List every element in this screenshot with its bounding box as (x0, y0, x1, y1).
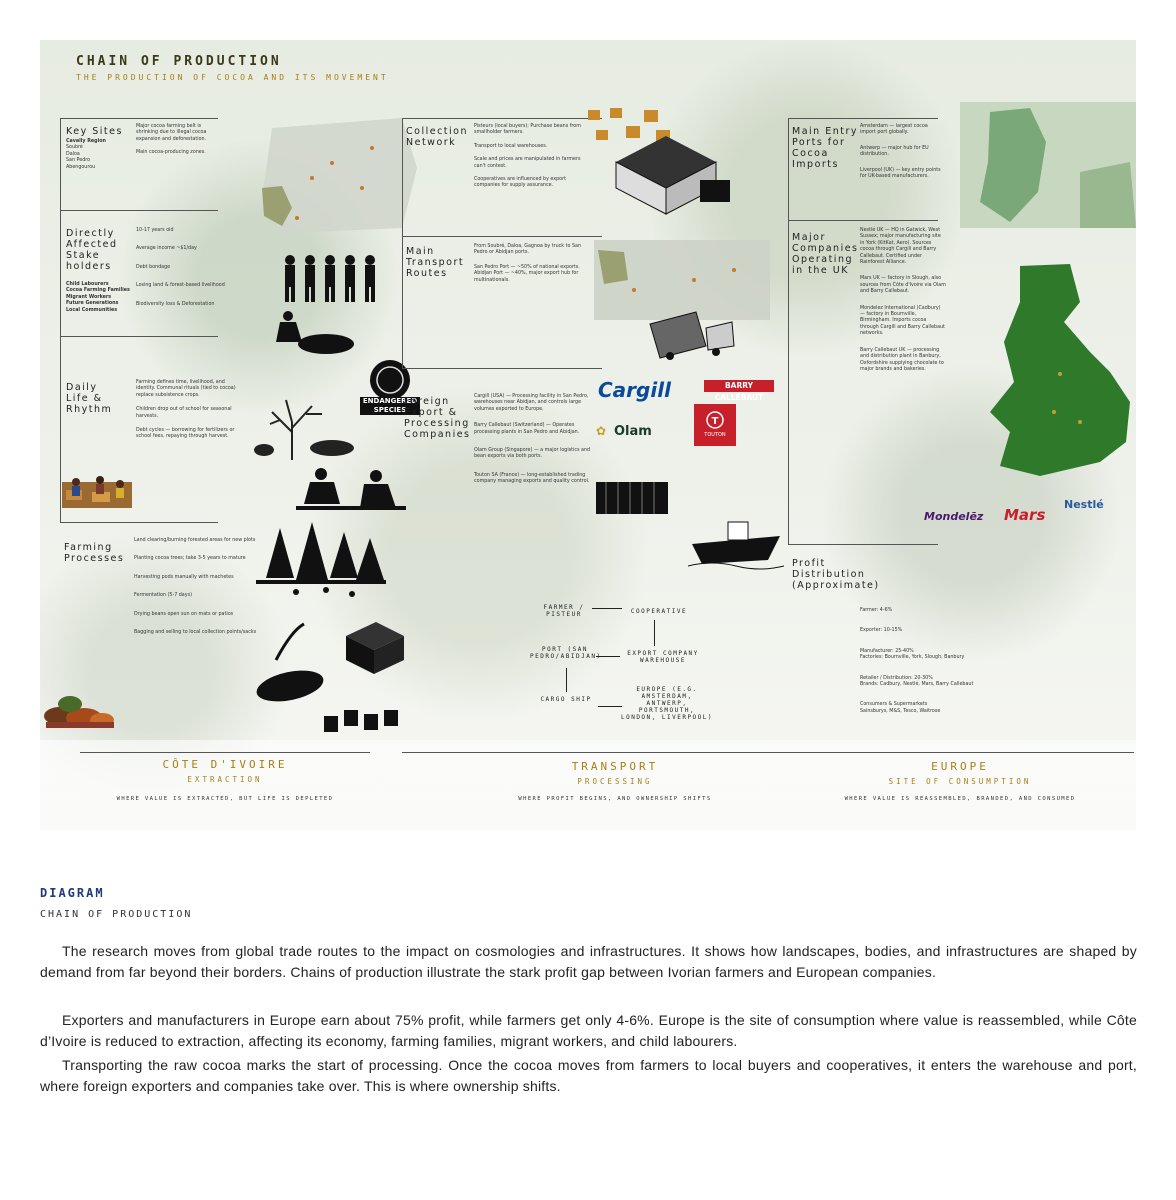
europe-ports-map (960, 102, 1136, 228)
mondelez-logo: Mondelēz (924, 510, 984, 523)
touton-logo: TOUTON (704, 432, 726, 438)
flow-arrow (566, 668, 567, 692)
poster-subtitle: THE PRODUCTION OF COCOA AND ITS MOVEMENT (76, 73, 389, 82)
note: Olam Group (Singapore) — a major logistics and bean exports via both ports. (474, 448, 591, 460)
note: 10-17 years old (136, 228, 174, 233)
children-reading-illustration (296, 464, 406, 514)
farmer-working-illustration (266, 306, 356, 356)
shipping-container-illustration (592, 478, 672, 518)
flow-node-cooperative: COOPERATIVE (630, 608, 688, 615)
note: San Pedro Port — ~50% of national exports. Abidjan Port — ~40%, major export hub for multinationals. (474, 264, 580, 283)
list-item: Local Communities (66, 307, 118, 313)
list-item: Daloa (66, 151, 80, 157)
major-companies-notes (860, 228, 946, 373)
section-label-daily-life: Daily Life & Rhythm (66, 382, 113, 415)
divider (402, 118, 602, 119)
note: Transport to local warehouses. (474, 143, 548, 149)
note: Amsterdam — largest cocoa import port globally. (860, 124, 928, 136)
section-label-key-sites: Key Sites (66, 126, 123, 137)
note: Farming defines time, livelihood, and identity. Communal rituals (tied to cocoa) replace subsistence crops. (136, 380, 236, 398)
truck-illustration (646, 306, 736, 362)
region-subtitle-transport: PROCESSING (577, 777, 653, 786)
note: Biodiversity loss & Deforestation (136, 301, 215, 307)
warehouse-illustration (606, 122, 736, 218)
list-item: Abengourou (66, 164, 96, 170)
poster-title: CHAIN OF PRODUCTION (76, 54, 282, 69)
divider (402, 236, 602, 237)
cargill-logo: Cargill (598, 378, 671, 402)
caption-paragraph: Exporters and manufacturers in Europe earn about 75% profit, while farmers get only 4-6%. Europe is the site of consumption where value is reassembled, while Côte d’Ivoire is reduced to extraction, affecting its economy, farming families, migrant workers, and child labourers. (40, 1012, 1137, 1049)
note: Nestlé UK — HQ in Gatwick, West Sussex; major manufacturing site in York (KitKat, Aero). Sources cocoa through Cargill and Barry Callebaut. Certified under Rainforest Alliance. (860, 228, 941, 266)
barry-callebaut-logo: BARRY CALLEBAUT (704, 380, 774, 392)
note: Manufacturer: 25-40% (860, 648, 914, 654)
note: Scale and prices are manipulated in farmers can't contest. (474, 157, 581, 169)
profit-notes (860, 608, 1030, 715)
note: Cooperatives are influenced by export companies for supply assurance. (474, 177, 566, 189)
child-labourers-illustration (280, 252, 380, 304)
region-title-transport: TRANSPORT (571, 760, 659, 773)
note: Consumers & Supermarkets (860, 702, 928, 708)
note: Factories: Bournville, York, Slough, Banbury (860, 655, 965, 661)
region-subtitle-cote-divoire: EXTRACTION (187, 775, 263, 784)
key-sites-notes (136, 124, 222, 157)
entry-ports-notes (860, 124, 944, 180)
forest-illustration (256, 518, 386, 598)
section-label-profit: Profit Distribution (Approximate) (792, 558, 880, 591)
cocoa-pods-photo (40, 688, 120, 732)
collection-notes (474, 124, 592, 190)
key-sites-list (66, 139, 132, 171)
list-item: Migrant Workers (66, 294, 112, 300)
note: Barry Callebaut UK — processing and distribution plant in Banbury, Oxfordshire supplying chocolate to major brands and bakeries. (860, 347, 944, 372)
sacks-illustration (320, 696, 410, 736)
divider (60, 336, 218, 337)
note: Main cocoa-producing zones. (136, 150, 206, 156)
farmers-photo (62, 468, 132, 508)
note: Fermentation (5-7 days) (134, 593, 192, 599)
stakeholders-notes (136, 228, 236, 308)
note: Bagging and selling to local collection points/sacks (134, 630, 257, 636)
section-label-collection: Collection Network (406, 126, 468, 148)
caption-paragraph: The research moves from global trade routes to the impact on cosmologies and infrastructures. It shows how landscapes, bodies, and infrastructures are shaped by demand from far beyond their borders. Chains of production illustrate the stark profit gap between Ivorian farmers and European companies. (40, 943, 1137, 980)
note: Farmer: 4-6% (860, 608, 893, 613)
olam-leaf-icon: ✿ (596, 424, 607, 438)
cargo-ship-illustration (688, 514, 784, 570)
section-label-entry-ports: Main Entry Ports for Cocoa Imports (792, 126, 858, 170)
divider (788, 118, 938, 119)
stakeholders-list (66, 282, 146, 314)
note: Mars UK — factory in Slough, also sources from Côte d'Ivoire via Olam and Barry Callebaut. (860, 276, 946, 295)
divider (788, 118, 789, 544)
divider (402, 752, 788, 753)
nestle-logo: Nestlé (1064, 498, 1104, 511)
section-label-foreign-export: Foreign Export & Processing Companies (404, 396, 471, 440)
bean-crate-illustration (336, 616, 406, 676)
note: Pisteurs (local buyers): Purchase beans from smallholder farmers. (474, 124, 581, 136)
region-subtitle-europe: SITE OF CONSUMPTION (888, 777, 1032, 786)
flow-node-europe: EUROPE (E.G. AMSTERDAM, ANTWERP, PORTSMOUTH, LONDON, LIVERPOOL) (620, 686, 714, 721)
divider (788, 544, 938, 545)
divider (60, 118, 218, 119)
caption-subtitle: CHAIN OF PRODUCTION (40, 909, 193, 920)
note: Mondelez International (Cadbury) — factory in Bournville, Birmingham. Imports cocoa through Cargill and Barry Callebaut networks. (860, 305, 945, 337)
note: Retailer / Distribution: 20-30% (860, 675, 933, 681)
divider (402, 118, 403, 368)
endangered-species-label: ENDANGERED SPECIES (360, 397, 420, 415)
note: Children drop out of school for seasonal harvests. (136, 407, 232, 419)
note: Exporter: 10-15% (860, 628, 903, 634)
daily-life-notes (136, 380, 240, 441)
list-item: San Pedro (66, 158, 91, 164)
machete-illustration (272, 620, 308, 664)
list-item: Child Labourers (66, 282, 109, 287)
section-label-farming: Farming Processes (64, 542, 125, 564)
divider (788, 220, 938, 221)
divider (60, 118, 61, 522)
note: Liverpool (UK) — key entry points for UK-based manufacturers. (860, 167, 941, 180)
flow-node-port: PORT (SAN PEDRO/ABIDJAN) (530, 646, 602, 660)
svg-text:T: T (711, 416, 719, 427)
foreign-export-notes (474, 394, 592, 486)
chain-of-production-poster (40, 40, 1136, 830)
olam-logo: Olam (614, 424, 652, 439)
divider (80, 752, 370, 753)
note: Barry Callebaut (Switzerland) — Operates processing plants in San Pedro and Abidjan. (474, 423, 580, 435)
list-item: Cavally Region (66, 139, 106, 144)
section-label-stakeholders: Directly Affected Stake holders (66, 228, 118, 272)
flow-node-warehouse: EXPORT COMPANY WAREHOUSE (627, 650, 699, 664)
mars-logo: Mars (1004, 506, 1046, 524)
uk-map (980, 262, 1136, 482)
list-item: Future Generations (66, 301, 119, 307)
list-item: Cocoa Farming Families (66, 288, 130, 294)
divider (788, 752, 1134, 753)
divider (60, 210, 218, 211)
list-item: Soubré (66, 145, 83, 151)
region-tagline-transport: WHERE PROFIT BEGINS, AND OWNERSHIP SHIFTS (518, 796, 712, 802)
note: Planting cocoa trees; take 3-5 years to mature (134, 556, 246, 562)
flow-arrow (654, 620, 655, 646)
divider (60, 522, 218, 523)
farming-notes (134, 538, 262, 636)
note: Major cocoa farming belt is shrinking due to illegal cocoa expansion and deforestation. (136, 124, 207, 142)
flow-node-farmer: FARMER / PISTEUR (543, 604, 585, 618)
cote-divoire-map (252, 108, 422, 238)
note: Cargill (USA) — Processing facility in San Pedro, warehouses near Abidjan, and controls large volumes exported to Europe. (474, 394, 589, 412)
note: Losing land & forest-based livelihood (136, 283, 225, 289)
flow-node-ship: CARGO SHIP (540, 696, 592, 703)
note: Harvesting pods manually with machetes (134, 574, 234, 580)
note: Drying beans open sun on mats or patios (134, 611, 234, 617)
flow-arrow (598, 706, 622, 707)
note: Touton SA (France) — long-established trading company managing exports and quality control. (474, 472, 590, 485)
section-label-transport-routes: Main Transport Routes (406, 246, 465, 279)
region-title-cote-divoire: CÔTE D'IVOIRE (162, 758, 288, 771)
region-tagline-europe: WHERE VALUE IS REASSEMBLED, BRANDED, AND CONSUMED (844, 796, 1076, 802)
note: Brands: Cadbury, Nestlé, Mars, Barry Callebaut (860, 682, 974, 688)
note: Debt bondage (136, 264, 171, 270)
flow-arrow (592, 608, 622, 609)
transport-routes-notes (474, 244, 592, 284)
note: Land clearing/burning forested areas for new plots (134, 538, 256, 543)
divider (402, 368, 602, 369)
cocoa-pod-illustration (250, 660, 330, 710)
caption-title: DIAGRAM (40, 886, 105, 900)
dead-tree-illustration (252, 392, 362, 462)
touton-logo-box (694, 404, 736, 446)
note: Antwerp — major hub for EU distribution. (860, 145, 929, 158)
region-title-europe: EUROPE (931, 760, 989, 773)
note: Debt cycles — borrowing for fertilizers or school fees, repaying through harvest. (136, 428, 235, 440)
region-tagline-cote-divoire: WHERE VALUE IS EXTRACTED, BUT LIFE IS DEPLETED (116, 796, 334, 802)
note: Average income ~$1/day (136, 246, 197, 252)
note: From Soubré, Daloa, Gagnoa by truck to San Pedro or Abidjan ports. (474, 244, 581, 256)
note: Sainsburys, M&S, Tesco, Waitrose (860, 708, 941, 714)
section-label-major-companies: Major Companies Operating in the UK (792, 232, 859, 276)
caption-paragraph: Transporting the raw cocoa marks the start of processing. Once the cocoa moves from farmers to local buyers and cooperatives, it enters the warehouse and port, where foreign exporters and companies take over. This is where ownership shifts. (40, 1057, 1137, 1094)
